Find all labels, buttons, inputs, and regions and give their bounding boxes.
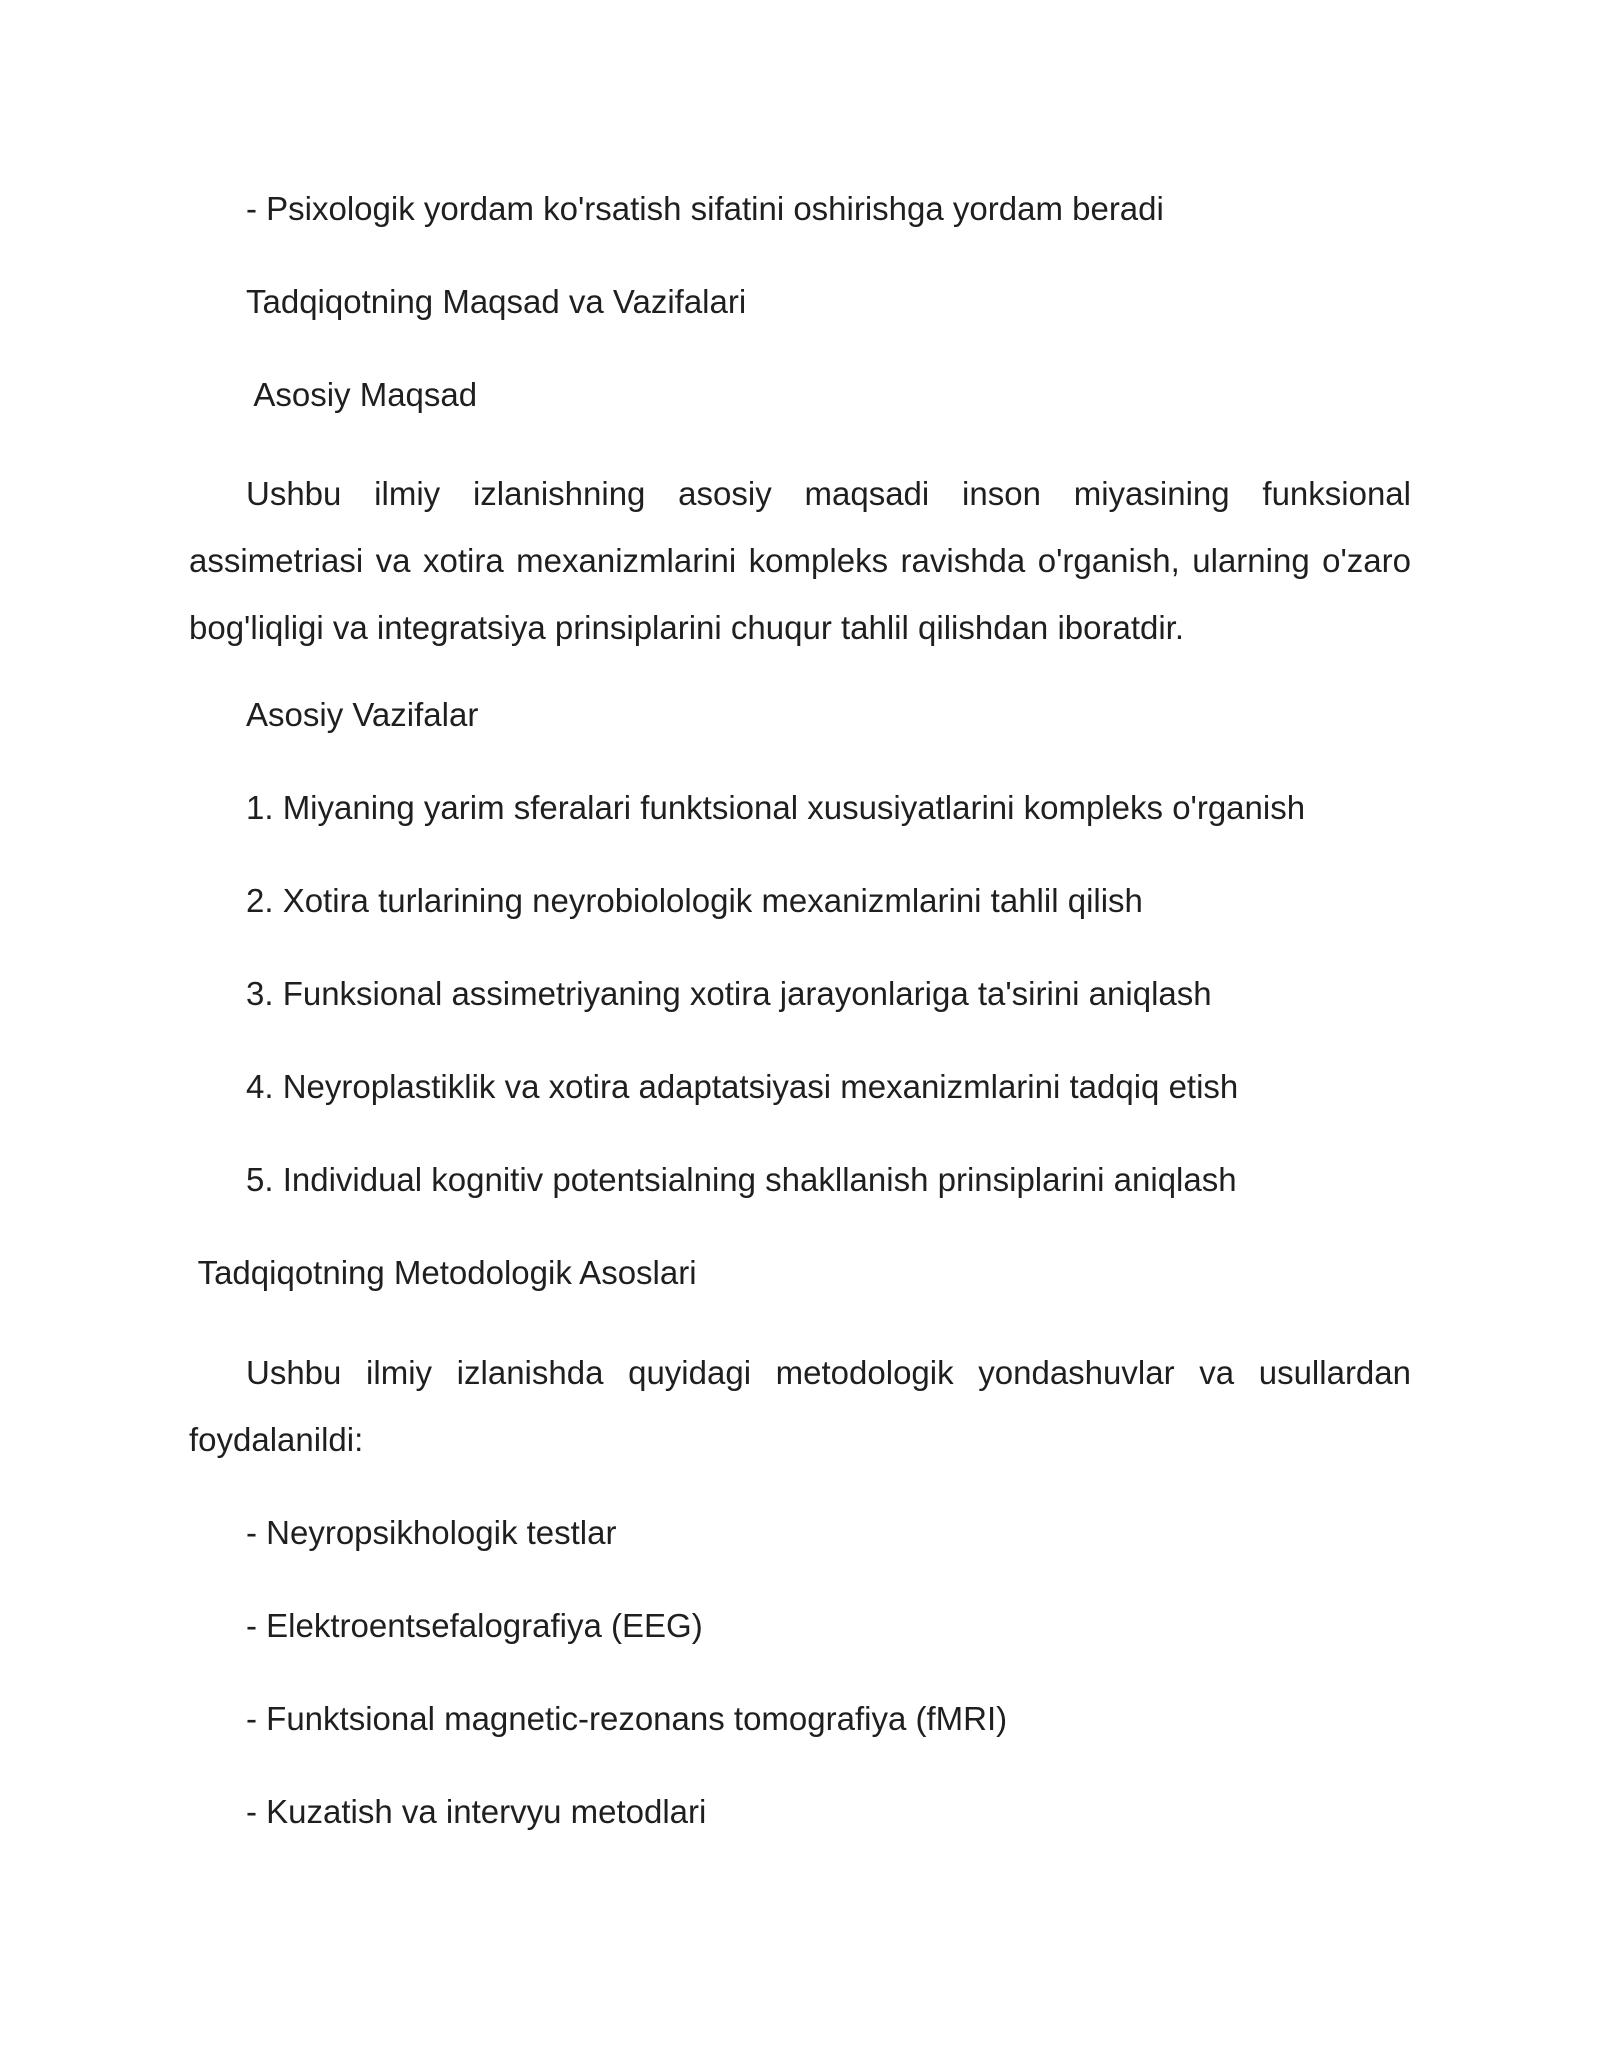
method-item-1: - Neyropsikhologik testlar: [246, 1514, 617, 1551]
heading-maqsad-vazifalar: Tadqiqotning Maqsad va Vazifalari: [246, 283, 747, 320]
task-item-2: 2. Xotira turlarining neyrobiolologik mexanizmlarini tahlil qilish: [246, 882, 1143, 919]
task-item-3: 3. Funksional assimetriyaning xotira jarayonlariga ta'sirini aniqlash: [246, 975, 1212, 1012]
task-item-1: 1. Miyaning yarim sferalari funktsional xususiyatlarini kompleks o'rganish: [246, 789, 1306, 826]
heading-metodologik-asoslari: Tadqiqotning Metodologik Asoslari: [189, 1254, 697, 1291]
method-item-3: - Funktsional magnetic-rezonans tomografiya (fMRI): [246, 1700, 1008, 1737]
paragraph-asosiy-maqsad: Ushbu ilmiy izlanishning asosiy maqsadi inson miyasining funksional assimetriasi va xotira mexanizmlarini kompleks ravishda o'rganish, ularning o'zaro bog'liqligi va integratsiya prinsiplarini chuqur tahlil qilishdan iboratdir.: [189, 475, 1411, 646]
method-item-4: - Kuzatish va intervyu metodlari: [246, 1793, 707, 1830]
heading-asosiy-vazifalar: Asosiy Vazifalar: [246, 696, 479, 733]
heading-asosiy-maqsad: Asosiy Maqsad: [246, 376, 478, 413]
task-item-5: 5. Individual kognitiv potentsialning shakllanish prinsiplarini aniqlash: [246, 1161, 1237, 1198]
paragraph-metodologik: Ushbu ilmiy izlanishda quyidagi metodologik yondashuvlar va usullardan foydalanildi:: [189, 1354, 1411, 1458]
task-item-4: 4. Neyroplastiklik va xotira adaptatsiyasi mexanizmlarini tadqiq etish: [246, 1068, 1239, 1105]
bullet-psixologik-yordam: - Psixologik yordam ko'rsatish sifatini oshirishga yordam beradi: [246, 190, 1164, 227]
method-item-2: - Elektroentsefalografiya (EEG): [246, 1607, 703, 1644]
